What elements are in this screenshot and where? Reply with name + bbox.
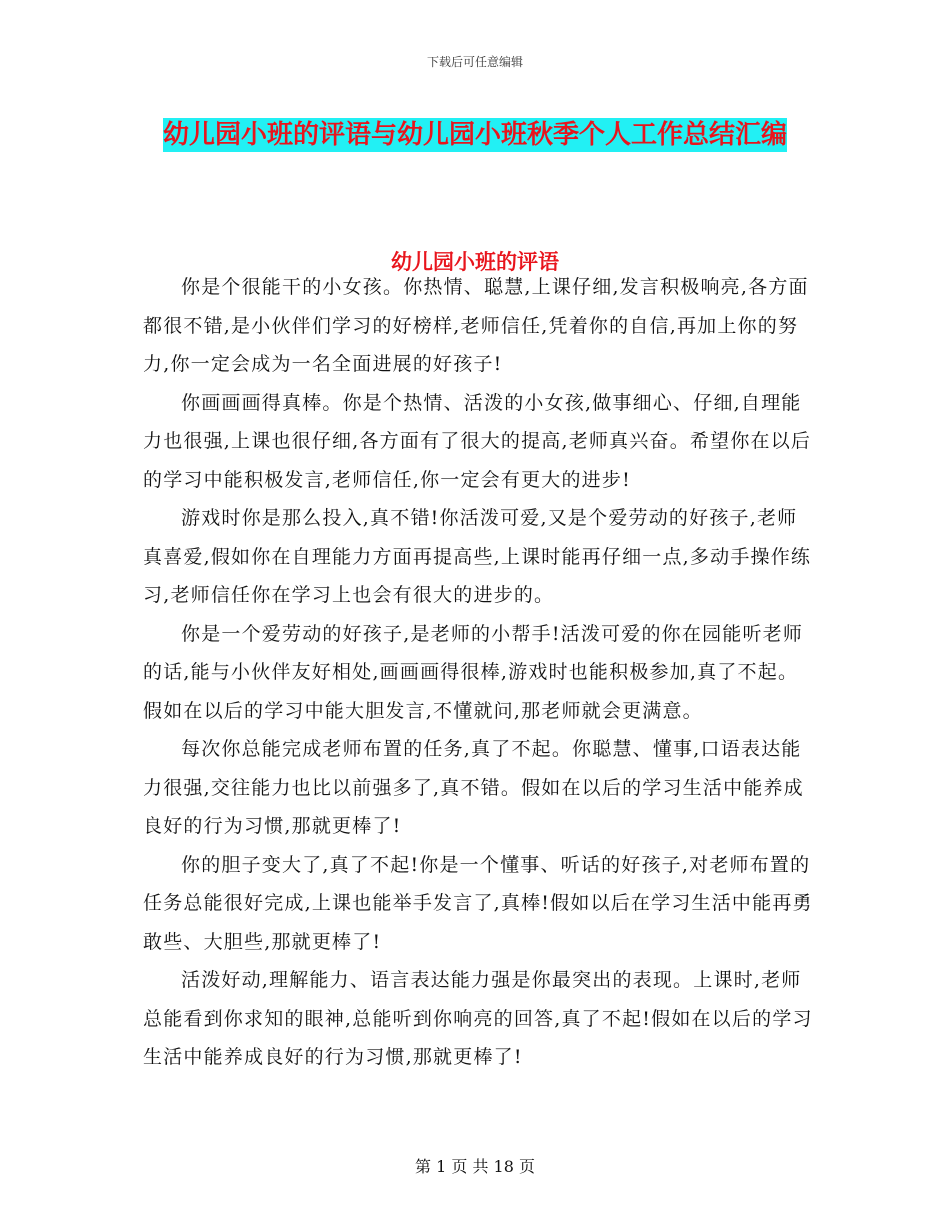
- paragraph: 每次你总能完成老师布置的任务,真了不起。你聪慧、懂事,口语表达能力很强,交往能力也比以前强多了,真不错。假如在以后的学习生活中能养成良好的行为习惯,那就更棒了!: [143, 738, 804, 837]
- paragraph: 游戏时你是那么投入,真不错!你活泼可爱,又是个爱劳动的好孩子,老师真喜爱,假如你在自理能力方面再提高些,上课时能再仔细一点,多动手操作练习,老师信任你在学习上也会有很大的进步的。: [143, 507, 812, 606]
- title-highlight: 幼儿园小班的评语与幼儿园小班秋季个人工作总结汇编: [162, 120, 787, 150]
- body-text: [143, 268, 813, 1077]
- section-heading: 幼儿园小班的评语: [391, 249, 559, 274]
- paragraph: 活泼好动,理解能力、语言表达能力强是你最突出的表现。上课时,老师总能看到你求知的眼神,总能听到你响亮的回答,真了不起!假如在以后的学习生活中能养成良好的行为习惯,那就更棒了!: [143, 969, 813, 1068]
- paragraph: 你画画画得真棒。你是个热情、活泼的小女孩,做事细心、仔细,自理能力也很强,上课也很仔细,各方面有了很大的提高,老师真兴奋。希望你在以后的学习中能积极发言,老师信任,你一定会有更大的进步!: [143, 391, 812, 491]
- document-title: [140, 108, 810, 163]
- paragraph: 你的胆子变大了,真了不起!你是一个懂事、听话的好孩子,对老师布置的任务总能很好完成,上课也能举手发言了,真棒!假如以后在学习生活中能再勇敢些、大胆些,那就更棒了!: [143, 853, 813, 953]
- paragraph: 你是个很能干的小女孩。你热情、聪慧,上课仔细,发言积极响亮,各方面都很不错,是小伙伴们学习的好榜样,老师信任,凭着你的自信,再加上你的努力,你一定会成为一名全面进展的好孩子!: [143, 276, 809, 375]
- page-footer: 第 1 页 共 18 页: [415, 1157, 535, 1176]
- header-note: 下载后可任意编辑: [426, 55, 523, 69]
- paragraph: 你是一个爱劳动的好孩子,是老师的小帮手!活泼可爱的你在园能听老师的话,能与小伙伴友好相处,画画画得很棒,游戏时也能积极参加,真了不起。假如在以后的学习中能大胆发言,不懂就问,那老师就会更满意。: [143, 622, 804, 722]
